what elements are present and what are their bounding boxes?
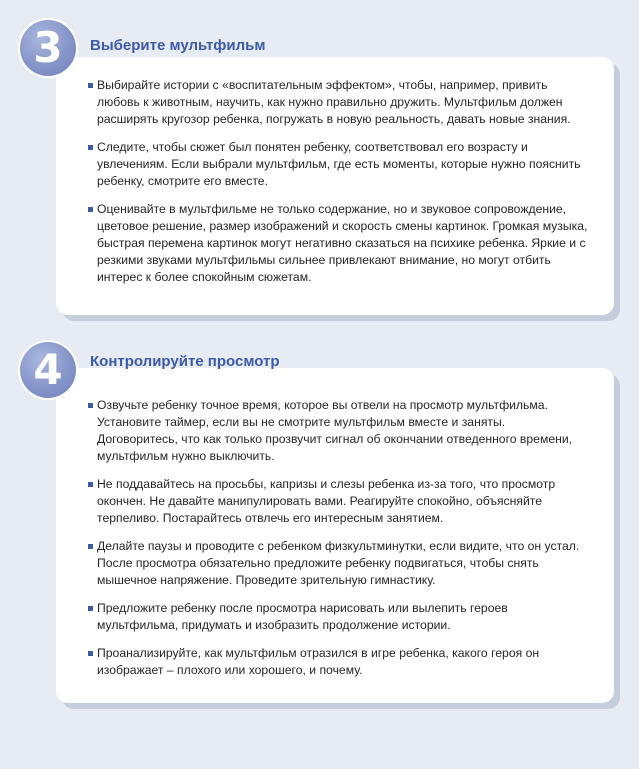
list-item-text: Выбирайте истории с «воспитательным эффектом», чтобы, например, привить любовь к животным, научить, как нужно правильно дружить. Мультфильм должен расширять кругозор ребенка, погружать в новую реальность, давать новые знания.	[97, 78, 571, 126]
list-item	[88, 201, 588, 286]
section-choose-cartoon	[0, 0, 639, 330]
square-bullet-icon	[88, 83, 93, 88]
list-item-text: Оценивайте в мультфильме не только содержание, но и звуковое сопровождение, цветовое решение, размер изображений и скорость смены картинок. Громкая музыка, быстрая перемена картинок могут негативно сказаться на психике ребенка. Яркие и с резкими звуками мультфильмы сильнее привлекают внимание, но могут отбить интерес к более спокойным сюжетам.	[97, 202, 588, 284]
list-item	[88, 476, 588, 527]
square-bullet-icon	[88, 651, 93, 656]
tips-list	[88, 397, 588, 690]
square-bullet-icon	[88, 544, 93, 549]
list-item	[88, 600, 588, 634]
list-item-text: Не поддавайтесь на просьбы, капризы и слезы ребенка из-за того, что просмотр окончен. Не давайте манипулировать вами. Реагируйте спокойно, объясняйте терпеливо. Постарайтесь отвлечь его интересным занятием.	[97, 477, 556, 525]
list-item-text: Делайте паузы и проводите с ребенком физкультминутки, если видите, что он устал. После просмотра обязательно предложите ребенку подвигаться, чтобы снять мышечное напряжение. Проведите зрительную гимнастику.	[97, 539, 580, 587]
step-number-badge: 3	[20, 20, 76, 76]
list-item	[88, 397, 588, 465]
list-item	[88, 139, 588, 190]
list-item-text: Следите, чтобы сюжет был понятен ребенку, соответствовал его возрасту и увлечениям. Если выбрали мультфильм, где есть моменты, которые нужно пояснить ребенку, смотрите его вместе.	[97, 140, 581, 188]
square-bullet-icon	[88, 403, 93, 408]
square-bullet-icon	[88, 606, 93, 611]
list-item-text: Предложите ребенку после просмотра нарисовать или вылепить героев мультфильма, придумать и изобразить продолжение истории.	[97, 601, 508, 632]
list-item	[88, 645, 588, 679]
list-item	[88, 538, 588, 589]
list-item-text: Проанализируйте, как мультфильм отразился в игре ребенка, какого героя он изображает – плохого или хорошего, и почему.	[97, 646, 540, 677]
square-bullet-icon	[88, 482, 93, 487]
square-bullet-icon	[88, 207, 93, 212]
list-item	[88, 77, 588, 128]
section-title: Выберите мультфильм	[90, 37, 266, 54]
list-item-text: Озвучьте ребенку точное время, которое вы отвели на просмотр мультфильма. Установите таймер, если вы не смотрите мультфильм вместе и заняты. Договоритесь, что как только прозвучит сигнал об окончании отведенного времени, мультфильм нужно выключить.	[97, 398, 573, 463]
section-control-viewing	[0, 332, 639, 717]
square-bullet-icon	[88, 145, 93, 150]
section-title: Контролируйте просмотр	[90, 353, 280, 370]
step-number-badge: 4	[20, 342, 76, 398]
tips-list	[88, 77, 588, 297]
